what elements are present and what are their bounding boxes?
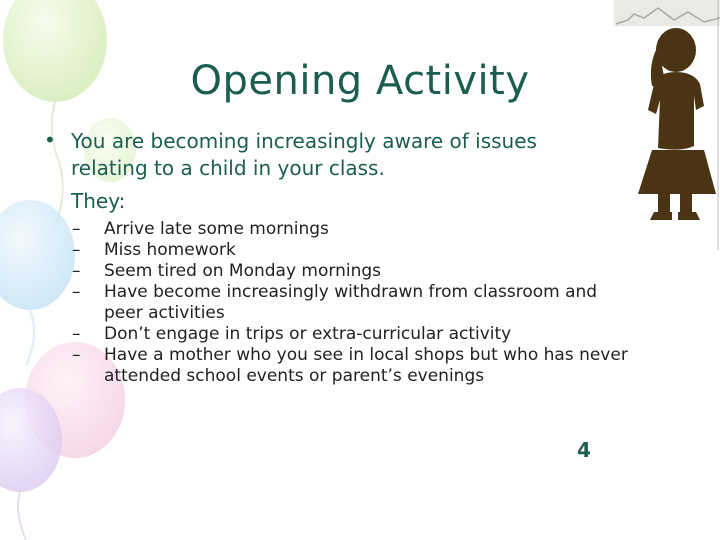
balloon-purple-bottom <box>0 388 62 540</box>
list-item: – Don’t engage in trips or extra-curricular activity <box>72 324 512 344</box>
list-item: – Arrive late some mornings <box>72 219 329 239</box>
behaviour-list <box>72 219 632 387</box>
bullet-dot: • <box>44 128 56 152</box>
slide-title: Opening Activity <box>190 58 530 104</box>
list-item: – Seem tired on Monday mornings <box>72 261 381 281</box>
list-item: – Miss homework <box>72 240 236 260</box>
page-number: 4 <box>577 438 591 462</box>
child-silhouette <box>614 0 720 250</box>
they-label: They: <box>71 189 126 213</box>
bullet-text: You are becoming increasingly aware of issues relating to a child in your class. <box>71 129 537 180</box>
balloon-blue-middle <box>0 200 75 365</box>
list-item: – Have a mother who you see in local shops but who has never attended school events or parent’s evenings <box>72 345 628 386</box>
main-bullet <box>44 128 584 214</box>
list-item: – Have become increasingly withdrawn from classroom and peer activities <box>72 282 598 323</box>
